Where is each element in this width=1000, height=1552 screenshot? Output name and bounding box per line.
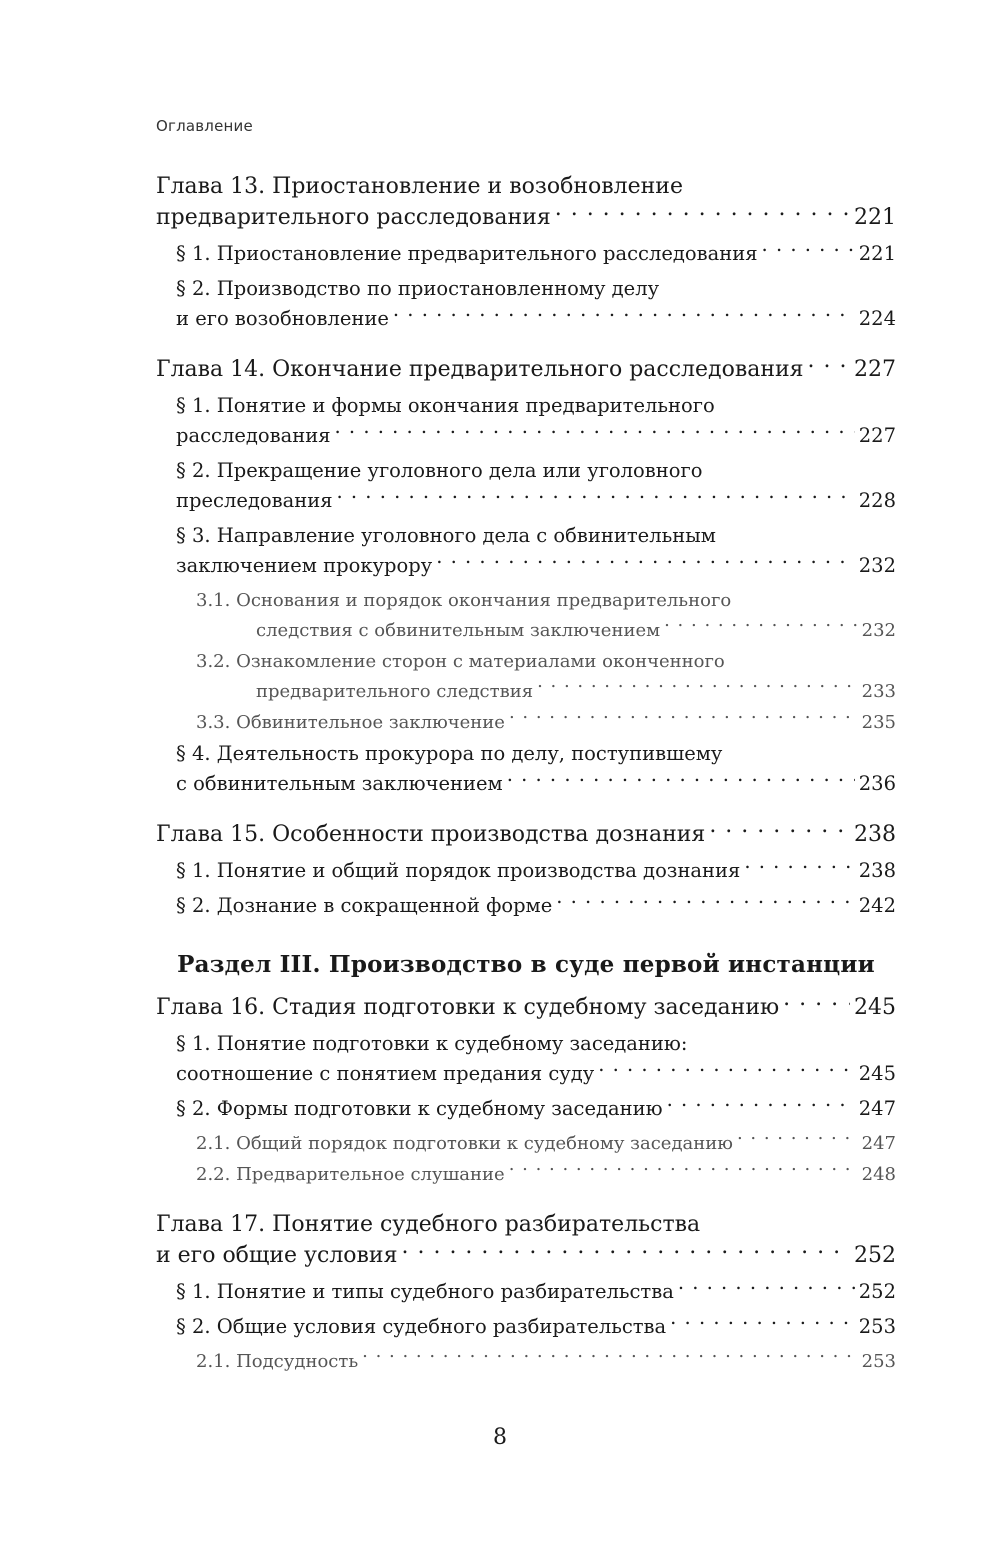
toc-entry-paragraph[interactable] bbox=[176, 891, 896, 921]
toc-entry-text: 3.3. Обвинительное заключение bbox=[196, 712, 505, 733]
toc-page-number: 224 bbox=[858, 307, 896, 330]
page-number: 8 bbox=[493, 1425, 507, 1450]
toc-entry-chapter-15[interactable] bbox=[156, 819, 896, 850]
dot-leader bbox=[670, 1314, 855, 1334]
toc-entry-text: следствия с обвинительным заключением bbox=[256, 620, 661, 641]
dot-leader bbox=[401, 1240, 850, 1262]
toc-entry-text: § 2. Общие условия судебного разбирательства bbox=[176, 1315, 667, 1338]
dot-leader bbox=[362, 1349, 858, 1367]
running-head: Оглавление bbox=[156, 117, 253, 135]
toc-page-number: 232 bbox=[858, 554, 896, 577]
dot-leader bbox=[556, 893, 855, 913]
table-of-contents bbox=[156, 172, 896, 1378]
dot-leader bbox=[709, 819, 850, 841]
toc-page-number: 235 bbox=[861, 712, 896, 733]
toc-entry-subparagraph[interactable] bbox=[196, 708, 896, 738]
toc-entry-text: с обвинительным заключением bbox=[176, 772, 503, 795]
toc-page-number: 245 bbox=[854, 995, 896, 1020]
dot-leader bbox=[537, 679, 858, 697]
toc-page-number: 248 bbox=[861, 1164, 896, 1185]
toc-entry-text: § 1. Понятие подготовки к судебному заседанию: bbox=[176, 1032, 688, 1055]
toc-entry-text: § 2. Производство по приостановленному делу bbox=[176, 277, 660, 300]
section-heading[interactable]: Раздел III. Производство в суде первой инстанции bbox=[177, 951, 875, 978]
toc-entry-text: Глава 15. Особенности производства дознания bbox=[156, 822, 706, 847]
dot-leader bbox=[678, 1279, 855, 1299]
toc-entry-text: § 2. Прекращение уголовного дела или уголовного bbox=[176, 459, 703, 482]
toc-page-number: 227 bbox=[858, 424, 896, 447]
toc-entry-paragraph[interactable] bbox=[176, 856, 896, 886]
toc-page-number: 238 bbox=[854, 822, 896, 847]
toc-entry-chapter-17[interactable] bbox=[156, 1210, 896, 1271]
toc-entry-text: 3.1. Основания и порядок окончания предварительного bbox=[196, 590, 732, 611]
dot-leader bbox=[667, 1096, 855, 1116]
toc-page-number: 245 bbox=[858, 1062, 896, 1085]
toc-entry-text: и его общие условия bbox=[156, 1243, 398, 1268]
dot-leader bbox=[337, 488, 855, 508]
toc-entry-text: § 1. Понятие и формы окончания предварительного bbox=[176, 394, 715, 417]
toc-entry-text: преследования bbox=[176, 489, 333, 512]
toc-entry-text: и его возобновление bbox=[176, 307, 389, 330]
toc-page-number: 247 bbox=[861, 1133, 896, 1154]
toc-entry-text: 3.2. Ознакомление сторон с материалами оконченного bbox=[196, 651, 725, 672]
toc-entry-text: соотношение с понятием предания суду bbox=[176, 1062, 595, 1085]
toc-page-number: 253 bbox=[861, 1351, 896, 1372]
toc-page-number: 242 bbox=[858, 894, 896, 917]
dot-leader bbox=[555, 202, 850, 224]
toc-page-number: 227 bbox=[854, 357, 896, 382]
dot-leader bbox=[507, 771, 855, 791]
dot-leader bbox=[509, 710, 858, 728]
toc-entry-paragraph[interactable] bbox=[176, 1312, 896, 1342]
toc-entry-chapter-13[interactable] bbox=[156, 172, 896, 233]
dot-leader bbox=[744, 858, 854, 878]
toc-entry-text: Глава 14. Окончание предварительного расследования bbox=[156, 357, 804, 382]
toc-entry-text: 2.1. Подсудность bbox=[196, 1351, 359, 1372]
toc-entry-subparagraph[interactable] bbox=[196, 647, 896, 707]
toc-entry-text: предварительного следствия bbox=[256, 681, 534, 702]
toc-entry-text: расследования bbox=[176, 424, 331, 447]
toc-entry-paragraph[interactable] bbox=[176, 521, 896, 581]
toc-page-number: 236 bbox=[858, 772, 896, 795]
toc-page-number: 228 bbox=[858, 489, 896, 512]
dot-leader bbox=[335, 423, 855, 443]
toc-entry-text: § 2. Дознание в сокращенной форме bbox=[176, 894, 553, 917]
dot-leader bbox=[783, 992, 850, 1014]
toc-entry-text: § 1. Понятие и типы судебного разбирательства bbox=[176, 1280, 674, 1303]
toc-entry-paragraph[interactable] bbox=[176, 1094, 896, 1124]
toc-entry-subparagraph[interactable] bbox=[196, 1129, 896, 1159]
toc-entry-text: § 3. Направление уголовного дела с обвинительным bbox=[176, 524, 716, 547]
toc-entry-text: заключением прокурору bbox=[176, 554, 433, 577]
toc-entry-text: Глава 13. Приостановление и возобновление bbox=[156, 174, 683, 199]
dot-leader bbox=[737, 1131, 858, 1149]
dot-leader bbox=[393, 306, 855, 326]
dot-leader bbox=[664, 618, 858, 636]
dot-leader bbox=[762, 241, 855, 261]
toc-entry-text: Глава 16. Стадия подготовки к судебному заседанию bbox=[156, 995, 780, 1020]
toc-entry-text: 2.1. Общий порядок подготовки к судебному заседанию bbox=[196, 1133, 733, 1154]
toc-entry-subparagraph[interactable] bbox=[196, 586, 896, 646]
toc-entry-text: § 1. Приостановление предварительного расследования bbox=[176, 242, 758, 265]
toc-entry-text: § 4. Деятельность прокурора по делу, поступившему bbox=[176, 742, 723, 765]
toc-entry-text: предварительного расследования bbox=[156, 205, 551, 230]
toc-entry-paragraph[interactable] bbox=[176, 239, 896, 269]
toc-page-number: 252 bbox=[854, 1243, 896, 1268]
toc-entry-paragraph[interactable] bbox=[176, 1277, 896, 1307]
toc-entry-paragraph[interactable] bbox=[176, 391, 896, 451]
toc-entry-text: 2.2. Предварительное слушание bbox=[196, 1164, 505, 1185]
toc-entry-chapter-14[interactable] bbox=[156, 354, 896, 385]
toc-page-number: 221 bbox=[858, 242, 896, 265]
toc-entry-chapter-16[interactable] bbox=[156, 992, 896, 1023]
dot-leader bbox=[436, 553, 855, 573]
toc-entry-text: § 2. Формы подготовки к судебному заседанию bbox=[176, 1097, 663, 1120]
toc-page-number: 247 bbox=[858, 1097, 896, 1120]
toc-page-number: 238 bbox=[858, 859, 896, 882]
toc-entry-subparagraph[interactable] bbox=[196, 1347, 896, 1377]
toc-entry-paragraph[interactable] bbox=[176, 456, 896, 516]
toc-entry-text: Глава 17. Понятие судебного разбирательства bbox=[156, 1212, 701, 1237]
toc-page-number: 232 bbox=[861, 620, 896, 641]
dot-leader bbox=[808, 354, 850, 376]
dot-leader bbox=[598, 1061, 855, 1081]
toc-page-number: 233 bbox=[861, 681, 896, 702]
toc-entry-paragraph[interactable] bbox=[176, 274, 896, 334]
dot-leader bbox=[509, 1162, 858, 1180]
toc-entry-subparagraph[interactable] bbox=[196, 1160, 896, 1190]
toc-entry-paragraph[interactable] bbox=[176, 739, 896, 799]
toc-page-number: 221 bbox=[854, 205, 896, 230]
toc-page-number: 253 bbox=[858, 1315, 896, 1338]
toc-entry-paragraph[interactable] bbox=[176, 1029, 896, 1089]
toc-entry-text: § 1. Понятие и общий порядок производства дознания bbox=[176, 859, 741, 882]
toc-page-number: 252 bbox=[858, 1280, 896, 1303]
